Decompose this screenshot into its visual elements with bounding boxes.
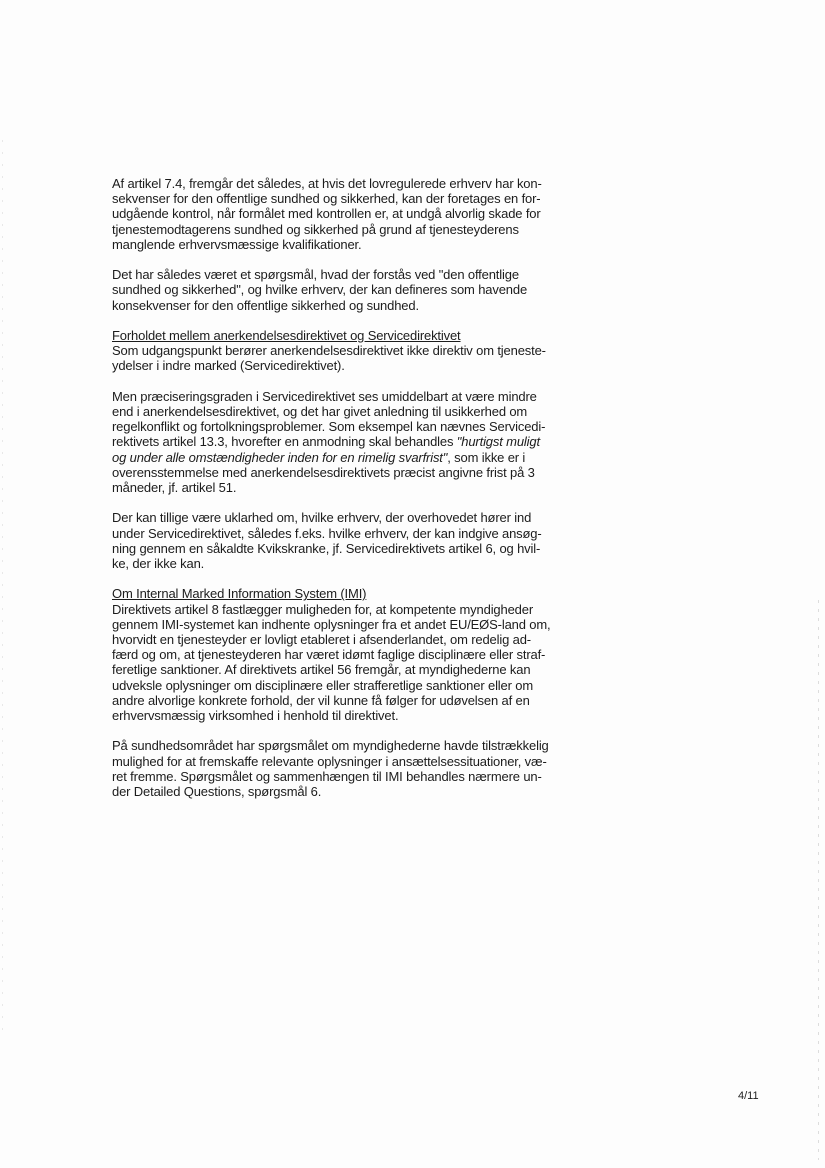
- italic-quote: "hurtigst muligt: [456, 434, 540, 450]
- text-line: ning gennem en såkaldte Kvikskranke, jf. Servicedirektivets artikel 6, og hvil-: [112, 540, 541, 556]
- text-line: Af artikel 7.4, fremgår det således, at hvis det lovregulerede erhverv har kon-: [112, 176, 542, 191]
- paragraph-gap: [112, 495, 582, 510]
- plain-text: , som ikke er i: [447, 449, 526, 465]
- plain-text: rektivets artikel 13.3, hvorefter en anmodning skal behandles: [112, 434, 457, 450]
- text-line: feretlige sanktioner. Af direktivets artikel 56 fremgår, at myndighederne kan: [112, 662, 531, 678]
- text-line: tjenestemodtagerens sundhed og sikkerhed på grund af tjenesteyderens: [112, 221, 519, 237]
- text-line: Som udgangspunkt berører anerkendelsesdirektivet ikke direktiv om tjeneste-: [112, 343, 546, 359]
- text-line: erhvervsmæssig virksomhed i henhold til direktivet.: [112, 708, 399, 724]
- text-line: mulighed for at fremskaffe relevante oplysninger i ansættelsessituationer, væ-: [112, 753, 547, 769]
- text-line-mixed: [112, 434, 582, 449]
- text-line: Men præciseringsgraden i Servicedirektivet ses umiddelbart at være mindre: [112, 388, 537, 404]
- paragraph-gap: [112, 313, 582, 328]
- text-line: udgående kontrol, når formålet med kontrollen er, at undgå alvorlig skade for: [112, 206, 541, 222]
- document-body: [112, 176, 582, 799]
- paragraph-article-7-4: [112, 176, 582, 252]
- text-line: overensstemmelse med anerkendelsesdirektivets præcist angivne frist på 3: [112, 464, 535, 480]
- text-line: ke, der ikke kan.: [112, 556, 205, 572]
- text-line: Direktivets artikel 8 fastlægger muligheden for, at kompetente myndigheder: [112, 601, 534, 617]
- text-line: under Servicedirektivet, således f.eks. hvilke erhverv, der kan indgive ansøg-: [112, 525, 542, 541]
- scan-edge-right: [818, 600, 819, 1160]
- paragraph-uncertainty: [112, 510, 582, 571]
- text-line: der Detailed Questions, spørgsmål 6.: [112, 784, 322, 800]
- scan-edge-left: [2, 140, 3, 1040]
- text-line: ydelser i indre marked (Servicedirektivet).: [112, 358, 345, 374]
- text-line: gennem IMI-systemet kan indhente oplysninger fra et andet EU/EØS-land om,: [112, 616, 551, 632]
- text-line: sekvenser for den offentlige sundhed og sikkerhed, kan der foretages en for-: [112, 191, 541, 207]
- section-recognition-vs-services: [112, 328, 582, 374]
- text-line: måneder, jf. artikel 51.: [112, 480, 237, 496]
- paragraph-public-health: [112, 267, 582, 313]
- section-heading: Om Internal Marked Information System (IMI): [112, 586, 367, 602]
- text-line: På sundhedsområdet har spørgsmålet om myndighederne havde tilstrækkelig: [112, 738, 549, 754]
- text-line: Det har således været et spørgsmål, hvad der forstås ved "den offentlige: [112, 267, 519, 283]
- text-line: sundhed og sikkerhed", og hvilke erhverv, der kan defineres som havende: [112, 282, 528, 298]
- page-number: 4/11: [738, 1090, 759, 1102]
- section-imi: [112, 586, 582, 723]
- text-line-mixed: [112, 450, 582, 465]
- paragraph-precision: [112, 389, 582, 495]
- text-line: konsekvenser for den offentlige sikkerhed og sundhed.: [112, 297, 419, 313]
- text-line: Der kan tillige være uklarhed om, hvilke erhverv, der overhovedet hører ind: [112, 510, 532, 526]
- paragraph-gap: [112, 723, 582, 738]
- paragraph-health-area: [112, 738, 582, 799]
- italic-quote: og under alle omstændigheder inden for en rimelig svarfrist": [112, 449, 448, 465]
- text-line: andre alvorlige konkrete forhold, der vil kunne få følger for udøvelsen af en: [112, 692, 530, 708]
- section-heading: Forholdet mellem anerkendelsesdirektivet og Servicedirektivet: [112, 328, 461, 343]
- text-line: hvorvidt en tjenesteyder er lovligt etableret i afsenderlandet, om redelig ad-: [112, 632, 531, 648]
- paragraph-gap: [112, 374, 582, 389]
- paragraph-gap: [112, 571, 582, 586]
- text-line: end i anerkendelsesdirektivet, og det har givet anledning til usikkerhed om: [112, 404, 528, 419]
- text-line: færd og om, at tjenesteyderen har været idømt faglige disciplinære eller straf-: [112, 647, 546, 663]
- text-line: udveksle oplysninger om disciplinære eller strafferetlige sanktioner eller om: [112, 677, 534, 693]
- text-line: ret fremme. Spørgsmålet og sammenhængen til IMI behandles nærmere un-: [112, 768, 542, 784]
- paragraph-gap: [112, 252, 582, 267]
- text-line: manglende erhvervsmæssige kvalifikationer.: [112, 236, 362, 252]
- text-line: regelkonflikt og fortolkningsproblemer. Som eksempel kan nævnes Servicedi-: [112, 419, 546, 435]
